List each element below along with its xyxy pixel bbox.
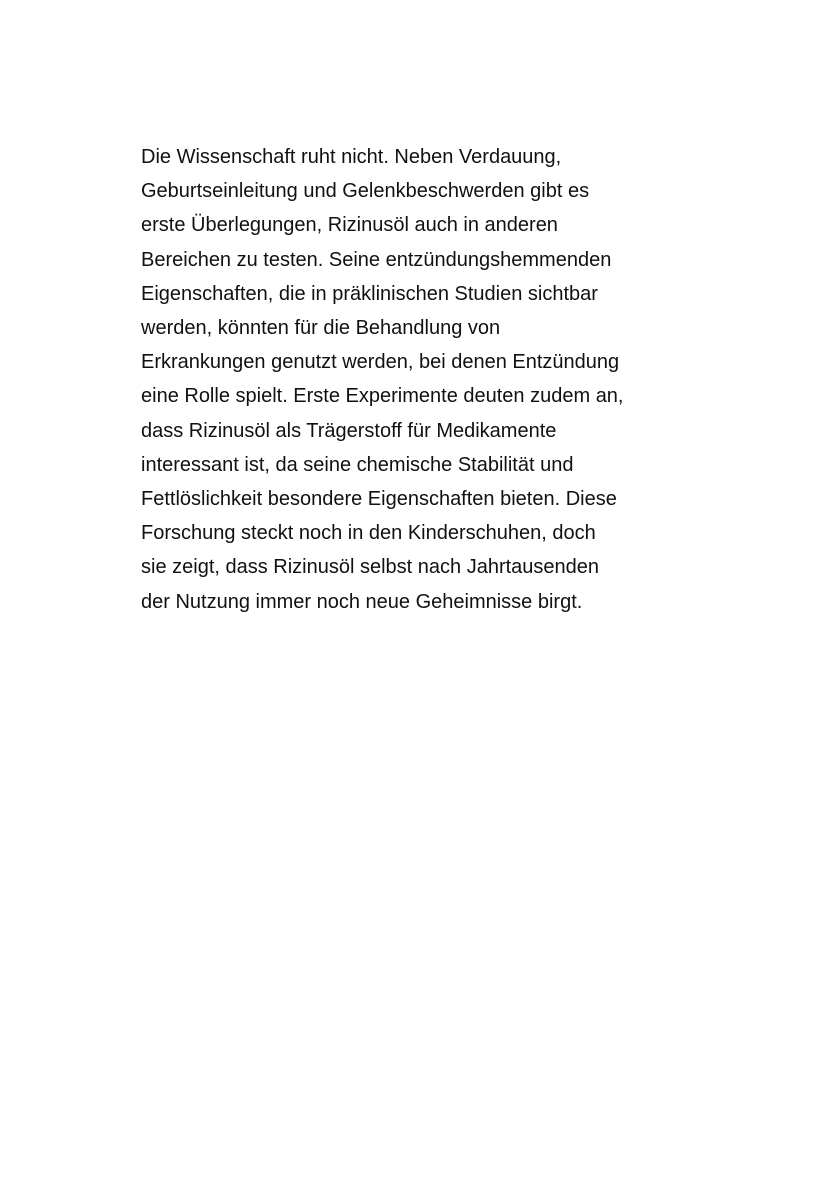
paragraph-line: Fettlöslichkeit besondere Eigenschaften bieten. Diese xyxy=(141,488,617,511)
paragraph-line: der Nutzung immer noch neue Geheimnisse birgt. xyxy=(141,590,583,613)
paragraph-line: Geburtseinleitung und Gelenkbeschwerden gibt es xyxy=(141,180,590,203)
paragraph-line: erste Überlegungen, Rizinusöl auch in anderen xyxy=(141,214,558,237)
paragraph-line: eine Rolle spielt. Erste Experimente deuten zudem an, xyxy=(141,385,624,408)
paragraph-line: Forschung steckt noch in den Kinderschuhen, doch xyxy=(141,522,596,545)
paragraph-line: Eigenschaften, die in präklinischen Studien sichtbar xyxy=(141,282,598,305)
body-paragraph xyxy=(141,140,741,619)
paragraph-line: dass Rizinusöl als Trägerstoff für Medikamente xyxy=(141,419,557,442)
paragraph-line: sie zeigt, dass Rizinusöl selbst nach Jahrtausenden xyxy=(141,556,600,579)
paragraph-line: Die Wissenschaft ruht nicht. Neben Verdauung, xyxy=(141,146,562,168)
paragraph-line: interessant ist, da seine chemische Stabilität und xyxy=(141,453,574,476)
paragraph-line: Bereichen zu testen. Seine entzündungshemmenden xyxy=(141,248,612,271)
paragraph-line: Erkrankungen genutzt werden, bei denen Entzündung xyxy=(141,351,620,374)
paragraph-line: werden, könnten für die Behandlung von xyxy=(141,317,501,340)
